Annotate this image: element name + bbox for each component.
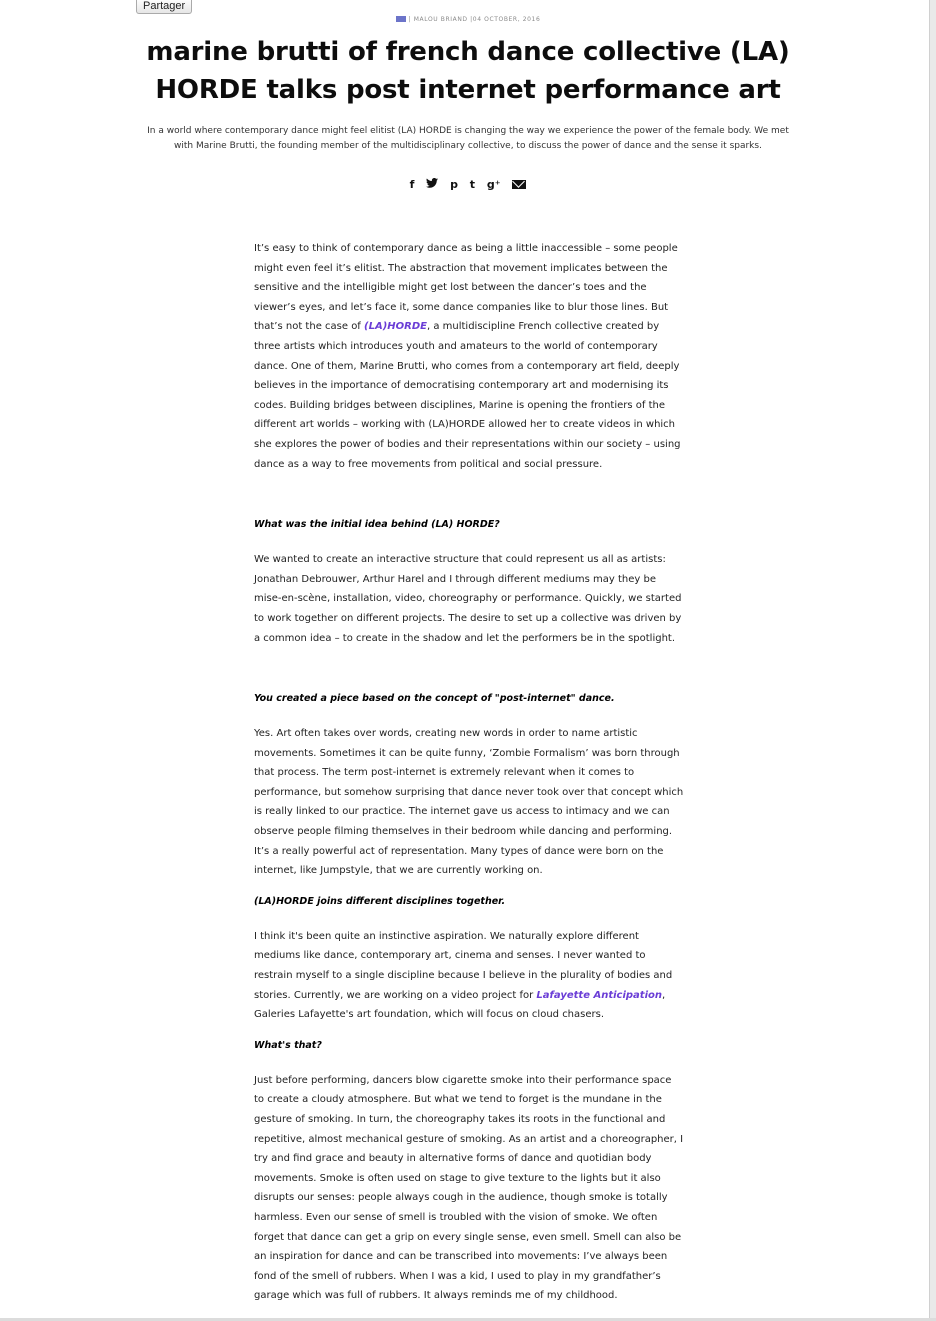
share-button[interactable]: Partager bbox=[136, 0, 192, 14]
pinterest-icon[interactable]: p bbox=[450, 178, 458, 191]
answer-3 bbox=[254, 927, 684, 1025]
article-meta bbox=[0, 16, 936, 23]
la-horde-link[interactable]: (LA)HORDE bbox=[364, 321, 427, 333]
google-plus-icon[interactable]: g⁺ bbox=[486, 178, 501, 191]
page-title: marine brutti of french dance collective (LA) HORDE talks post internet performance art bbox=[146, 37, 790, 105]
question-4: What's that? bbox=[254, 1039, 322, 1051]
question-3: (LA)HORDE joins different disciplines together. bbox=[254, 895, 506, 907]
answer-1: We wanted to create an interactive structure that could represent us all as artists: Jonathan Debrouwer, Arthur Harel and I through different mediums may they be mise-en-scène, installation, video, choreography or performance. Quickly, we started to work together on different projects. The desire to set up a collective was driven by a common idea – to create in the shadow and let the performers be in the spotlight. bbox=[254, 554, 682, 644]
social-share-bar bbox=[0, 178, 936, 191]
tumblr-icon[interactable]: t bbox=[469, 178, 476, 191]
answer-3-text-2: , Galeries Lafayette's art foundation, which will focus on cloud chasers. bbox=[254, 989, 666, 1021]
answer-2: Yes. Art often takes over words, creating new words in order to name artistic movements. Sometimes it can be quite funny, ‘Zombie Formalism’ was born through that process. The term post-internet is extremely relevant when it comes to performance, but somehow surprising that dance never took over that concept which is really linked to our practice. The internet gave us access to intimacy and we can observe people filming themselves in their bedroom while dancing and performing. It’s a really powerful act of representation. Many types of dance were born on the internet, like Jumpstyle, that we are currently working on. bbox=[254, 728, 684, 877]
twitter-icon[interactable] bbox=[426, 178, 438, 191]
facebook-icon[interactable]: f bbox=[409, 178, 415, 191]
meta-separator: | bbox=[408, 16, 412, 23]
author-name[interactable]: MALOU BRIAND bbox=[413, 16, 468, 23]
answer-4: Just before performing, dancers blow cigarette smoke into their performance space to create a cloudy atmosphere. But what we tend to forget is the mundane in the gesture of smoking. In turn, the choreography takes its roots in the functional and repetitive, almost mechanical gesture of smoking. As an artist and a choreographer, I try and find grace and beauty in alternative forms of dance and quotidian body movements. Smoke is often used on stage to give texture to the lights but it also disrupts our senses: people always cough in the audience, though smoke is totally harmless. Even our sense of smell is troubled with the vision of smoke. We often forget that dance can get a grip on every single sense, even smell. Smell can also be an inspiration for dance and can be transcribed into movements: I’ve always been fond of the smell of rubbers. When I was a kid, I used to play in my grandfather’s garage which was full of rubbers. It always reminds me of my childhood. bbox=[254, 1074, 684, 1302]
meta-separator-2: | bbox=[470, 16, 473, 23]
scrollbar-track[interactable] bbox=[929, 0, 936, 1321]
question-2: You created a piece based on the concept of "post-internet" dance. bbox=[254, 693, 615, 705]
email-icon[interactable] bbox=[512, 180, 526, 189]
answer-3-text-1: I think it's been quite an instinctive aspiration. We naturally explore different mediums like dance, contemporary art, cinema and senses. I never wanted to restrain myself to a single discipline because I believe in the plurality of bodies and stories. Currently, we are working on a video project for bbox=[254, 930, 673, 1001]
publish-date: 04 OCTOBER, 2016 bbox=[472, 16, 541, 23]
flag-icon bbox=[396, 16, 406, 22]
question-1: What was the initial idea behind (LA) HORDE? bbox=[254, 519, 500, 531]
lafayette-anticipation-link[interactable]: Lafayette Anticipation bbox=[536, 989, 662, 1001]
article-body bbox=[254, 239, 684, 1306]
article-standfirst: In a world where contemporary dance might feel elitist (LA) HORDE is changing the way we experience the power of the female body. We met with Marine Brutti, the founding member of the multidisciplinary collective, to discuss the power of dance and the sense it sparks. bbox=[147, 126, 789, 151]
intro-text-1: It’s easy to think of contemporary dance as being a little inaccessible – some people might even feel it’s elitist. The abstraction that movement implicates between the sensitive and the intelligible might get lost between the dancer’s toes and the viewer’s eyes, and let’s face it, some dance companies like to blur those lines. But that’s not the case of bbox=[254, 243, 678, 333]
intro-text-2: , a multidiscipline French collective created by three artists which introduces youth and amateurs to the world of contemporary dance. One of them, Marine Brutti, who comes from a contemporary art field, deeply believes in the importance of democratising contemporary art and modernising its codes. Building bridges between disciplines, Marine is opening the frontiers of the different art worlds – working with (LA)HORDE allowed her to create videos in which she explores the power of bodies and their representations within our society – using dance as a way to free movements from political and social pressure. bbox=[254, 321, 681, 470]
intro-paragraph bbox=[254, 239, 684, 474]
